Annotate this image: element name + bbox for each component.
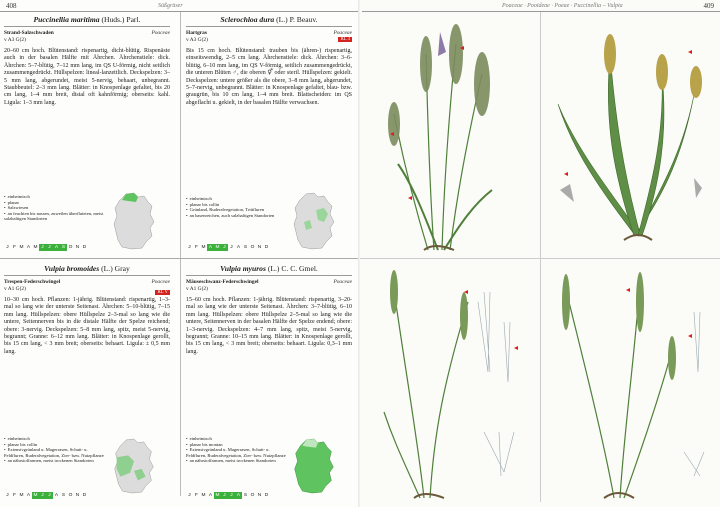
row-divider (0, 258, 360, 259)
distribution-map (292, 192, 336, 250)
month-cell: A (54, 493, 59, 498)
month-cell: F (13, 245, 16, 250)
month-cell: O (250, 493, 255, 498)
distribution-map (112, 438, 156, 494)
month-cell: D (264, 245, 269, 250)
month-cell: F (195, 493, 198, 498)
german-name: Trespen-Federschwingel Poaceae (4, 279, 170, 285)
german-name: Hartgras Poaceae (186, 30, 352, 36)
illustration-sclerochloa (544, 14, 716, 254)
month-cell: M (33, 245, 38, 250)
month-cell: M (19, 493, 24, 498)
family-label: Poaceae (333, 30, 352, 36)
species-description: Bis 15 cm hoch. Blütenstand: trauben bis (ähren-) rispenartig, einseitswendig, 2–5 cm lang. Ährchenstiele: dick. Ährchen: 3–6-blütig, 6–10 mm lang, im QS V-förmig, seitlich zusammengedrückt, die unteren Blüten ♂, die oberen ⚥ oder steril. Hüllspelzen: gekielt. Deckspelzen: untere größer als die obere, 3–8 mm lang, abgerundet, 5–7-nervig, unbegrannt. Blätter: in Knospenlage gefaltet, blau- bzw. graugrün, bis 10 cm lang, 1–4 mm breit. Blattscheiden: im QS abgeflacht u. gekielt, in der basalen Hälfte verwachsen. (186, 48, 352, 106)
species-title: Puccinellia maritima (Huds.) Parl. (33, 15, 141, 24)
species-entry-puccinellia (4, 15, 170, 107)
left-page-number: 408 (6, 2, 17, 10)
family-label: Poaceae (333, 279, 352, 285)
red-list-badge: RL 3 (340, 37, 350, 42)
ploidy-label: v A1 G(2) RL V (4, 286, 168, 295)
month-cell: A (236, 493, 241, 498)
column-divider (180, 12, 181, 496)
month-cell: D (82, 493, 87, 498)
month-cell: S (61, 245, 66, 250)
species-entry-sclerochloa (186, 15, 352, 107)
month-cell: F (13, 493, 16, 498)
family-label: Poaceae (151, 279, 170, 285)
ecology-list: • einheimisch • planar • Salzwiesen • an feuchten bis nassen, zuweilen überfluteten, meist salzhaltigen Standorten (4, 194, 104, 222)
month-cell: J (188, 493, 191, 498)
month-cell: S (61, 493, 66, 498)
month-cell: M (201, 493, 206, 498)
month-cell: N (257, 245, 262, 250)
month-cell: J (230, 245, 233, 250)
distribution-map (112, 192, 156, 250)
ploidy-label: v A3 G(2) RL 3 (186, 37, 350, 43)
german-name: Mäuseschwanz-Federschwingel Poaceae (186, 279, 352, 285)
flowering-calendar (186, 492, 270, 499)
species-entry-vulpia-bromoides (4, 264, 170, 356)
species-title: Vulpia bromoides (L.) Gray (44, 264, 130, 273)
month-cell: A (54, 245, 59, 250)
right-running-head: Poaceae · Pooideae · Poeae · Puccinellia – Vulpia (502, 3, 623, 9)
month-cell: S (243, 245, 248, 250)
flowering-calendar (4, 492, 88, 499)
species-title: Vulpia myuros (L.) C. C. Gmel. (220, 264, 318, 273)
month-cell: N (75, 493, 80, 498)
species-title: Sclerochloa dura (L.) P. Beauv. (220, 15, 318, 24)
red-list-badge: RL V (157, 290, 168, 295)
family-label: Poaceae (151, 30, 170, 36)
ecology-list: • einheimisch • planar bis montan • Extensivgrünland u. Magerrasen, Schutt- u. Feldfluren, Ruderalvegetation, Zier- bzw. Nutzpflanze • an nährstoffarmen, meist trockenen Standorten (186, 436, 286, 464)
month-cell: J (228, 492, 235, 499)
ecology-list: • einheimisch • planar bis collin • Extensivgrünland u. Magerrasen, Schutt- u. Feldfluren, Ruderalvegetation, Zier- bzw. Nutzpflanze • an nährstoffarmen, meist trockenen Standorten (4, 436, 104, 464)
month-cell: D (264, 493, 269, 498)
month-cell: J (6, 245, 9, 250)
month-cell: M (33, 493, 38, 498)
month-cell: O (250, 245, 255, 250)
left-header-rule (0, 11, 358, 12)
plate-column-divider (540, 12, 541, 502)
month-cell: J (221, 244, 228, 251)
month-cell: J (39, 492, 46, 499)
month-cell: A (26, 493, 31, 498)
month-cell: M (215, 493, 220, 498)
right-page (360, 0, 720, 507)
month-cell: O (68, 245, 73, 250)
ecology-list: • einheimisch • planar bis collin • Grünland, Ruderalvegetation, Trittfluren • an basenreichen, auch salzhaltigen Standorten (186, 196, 286, 218)
month-cell: N (75, 245, 80, 250)
month-cell: A (208, 245, 213, 250)
species-entry-vulpia-myuros (186, 264, 352, 356)
right-page-number: 409 (703, 2, 714, 10)
month-cell: N (257, 493, 262, 498)
month-cell: J (188, 245, 191, 250)
month-cell: J (46, 492, 53, 499)
left-running-head: Süßgräser (158, 3, 183, 9)
right-header-rule (362, 11, 720, 12)
month-cell: J (221, 492, 228, 499)
species-description: 15–60 cm hoch. Pflanzen: 1-jährig. Blütenstand: rispenartig, 3–20-mal so lang wie der unterste Seitenast. Ährchen: 3–7-blütig, 6–10 mm lang. Hüllspelzen: obere Hüllspelze 2–5-mal so lang wie die untere, Seitennerven in der basalen Hälfte der Spelze endend; obere: 1–3-nervig. Deckspelzen: 4–7 mm lang, spitz, meist 5-nervig, begrannt; Granne: 10–15 mm lang. Blätter: in Knospenlage gerollt, bis 15 cm lang, < 3 mm breit; oberseits: behaart. Ligula: 0,3–1 mm lang. (186, 297, 352, 355)
month-cell: S (243, 493, 248, 498)
month-cell: M (201, 245, 206, 250)
month-cell: J (46, 244, 53, 251)
ploidy-label: v A3 G(2) (4, 37, 26, 43)
month-cell: A (236, 245, 241, 250)
month-cell: D (82, 245, 87, 250)
species-description: 10–30 cm hoch. Pflanzen: 1-jährig. Blütenstand: rispenartig, 1–3-mal so lang wie der unterste Seitenast. Ährchen: 5–10-blütig, 7–15 mm lang. Hüllspelzen: obere Hüllspelze 2–3-mal so lang wie die untere, Seitennerven bis in die distale Hälfte der Spelze reichend; obere: 3-nervig. Deckspelzen: 5–8 mm lang, spitz, meist 5-nervig, begrannt; Granne: 6–12 mm lang. Blätter: in Knospenlage gerollt, bis 15 cm lang, < 3 mm breit; oberseits: behaart. Ligula: ± 0,5 mm lang. (4, 297, 170, 355)
month-cell: J (6, 493, 9, 498)
month-cell: J (39, 244, 46, 251)
month-cell: F (195, 245, 198, 250)
flowering-calendar (4, 244, 88, 251)
illustration-vulpia-bromoides (364, 262, 536, 502)
ploidy-label: v A1 G(2) (186, 286, 208, 292)
illustration-vulpia-myuros (544, 262, 716, 502)
distribution-map (292, 438, 336, 494)
month-cell: A (208, 493, 213, 498)
month-cell: A (26, 245, 31, 250)
illustration-puccinellia (364, 14, 536, 254)
month-cell: M (215, 245, 220, 250)
species-description: 20–60 cm hoch. Blütenstand: rispenartig, dicht-blütig. Rispenäste auch in der basalen Hälfte mit Ährchen. Ährchenstiele: dick. Ährchen: 5–7-blütig, 7–12 mm lang, im QS U-förmig, nicht seitlich zusammengedrückt. Hüllspelzen: lineal-lanzettlich. Deckspelzen: 3–5 mm lang, abgerundet, meist 5-nervig, behaart, unbegrannt. Staubbeutel: 2–3 mm lang. Blätter: in Knospenlage gefaltet, bis 20 cm lang, 1–4 mm breit, distal oft kahnförmig; oberseits: kahl. Ligula: 1–3 mm lang. (4, 48, 170, 106)
month-cell: O (68, 493, 73, 498)
german-name: Strand-Salzschwaden Poaceae (4, 30, 170, 36)
flowering-calendar (186, 244, 270, 251)
month-cell: M (19, 245, 24, 250)
